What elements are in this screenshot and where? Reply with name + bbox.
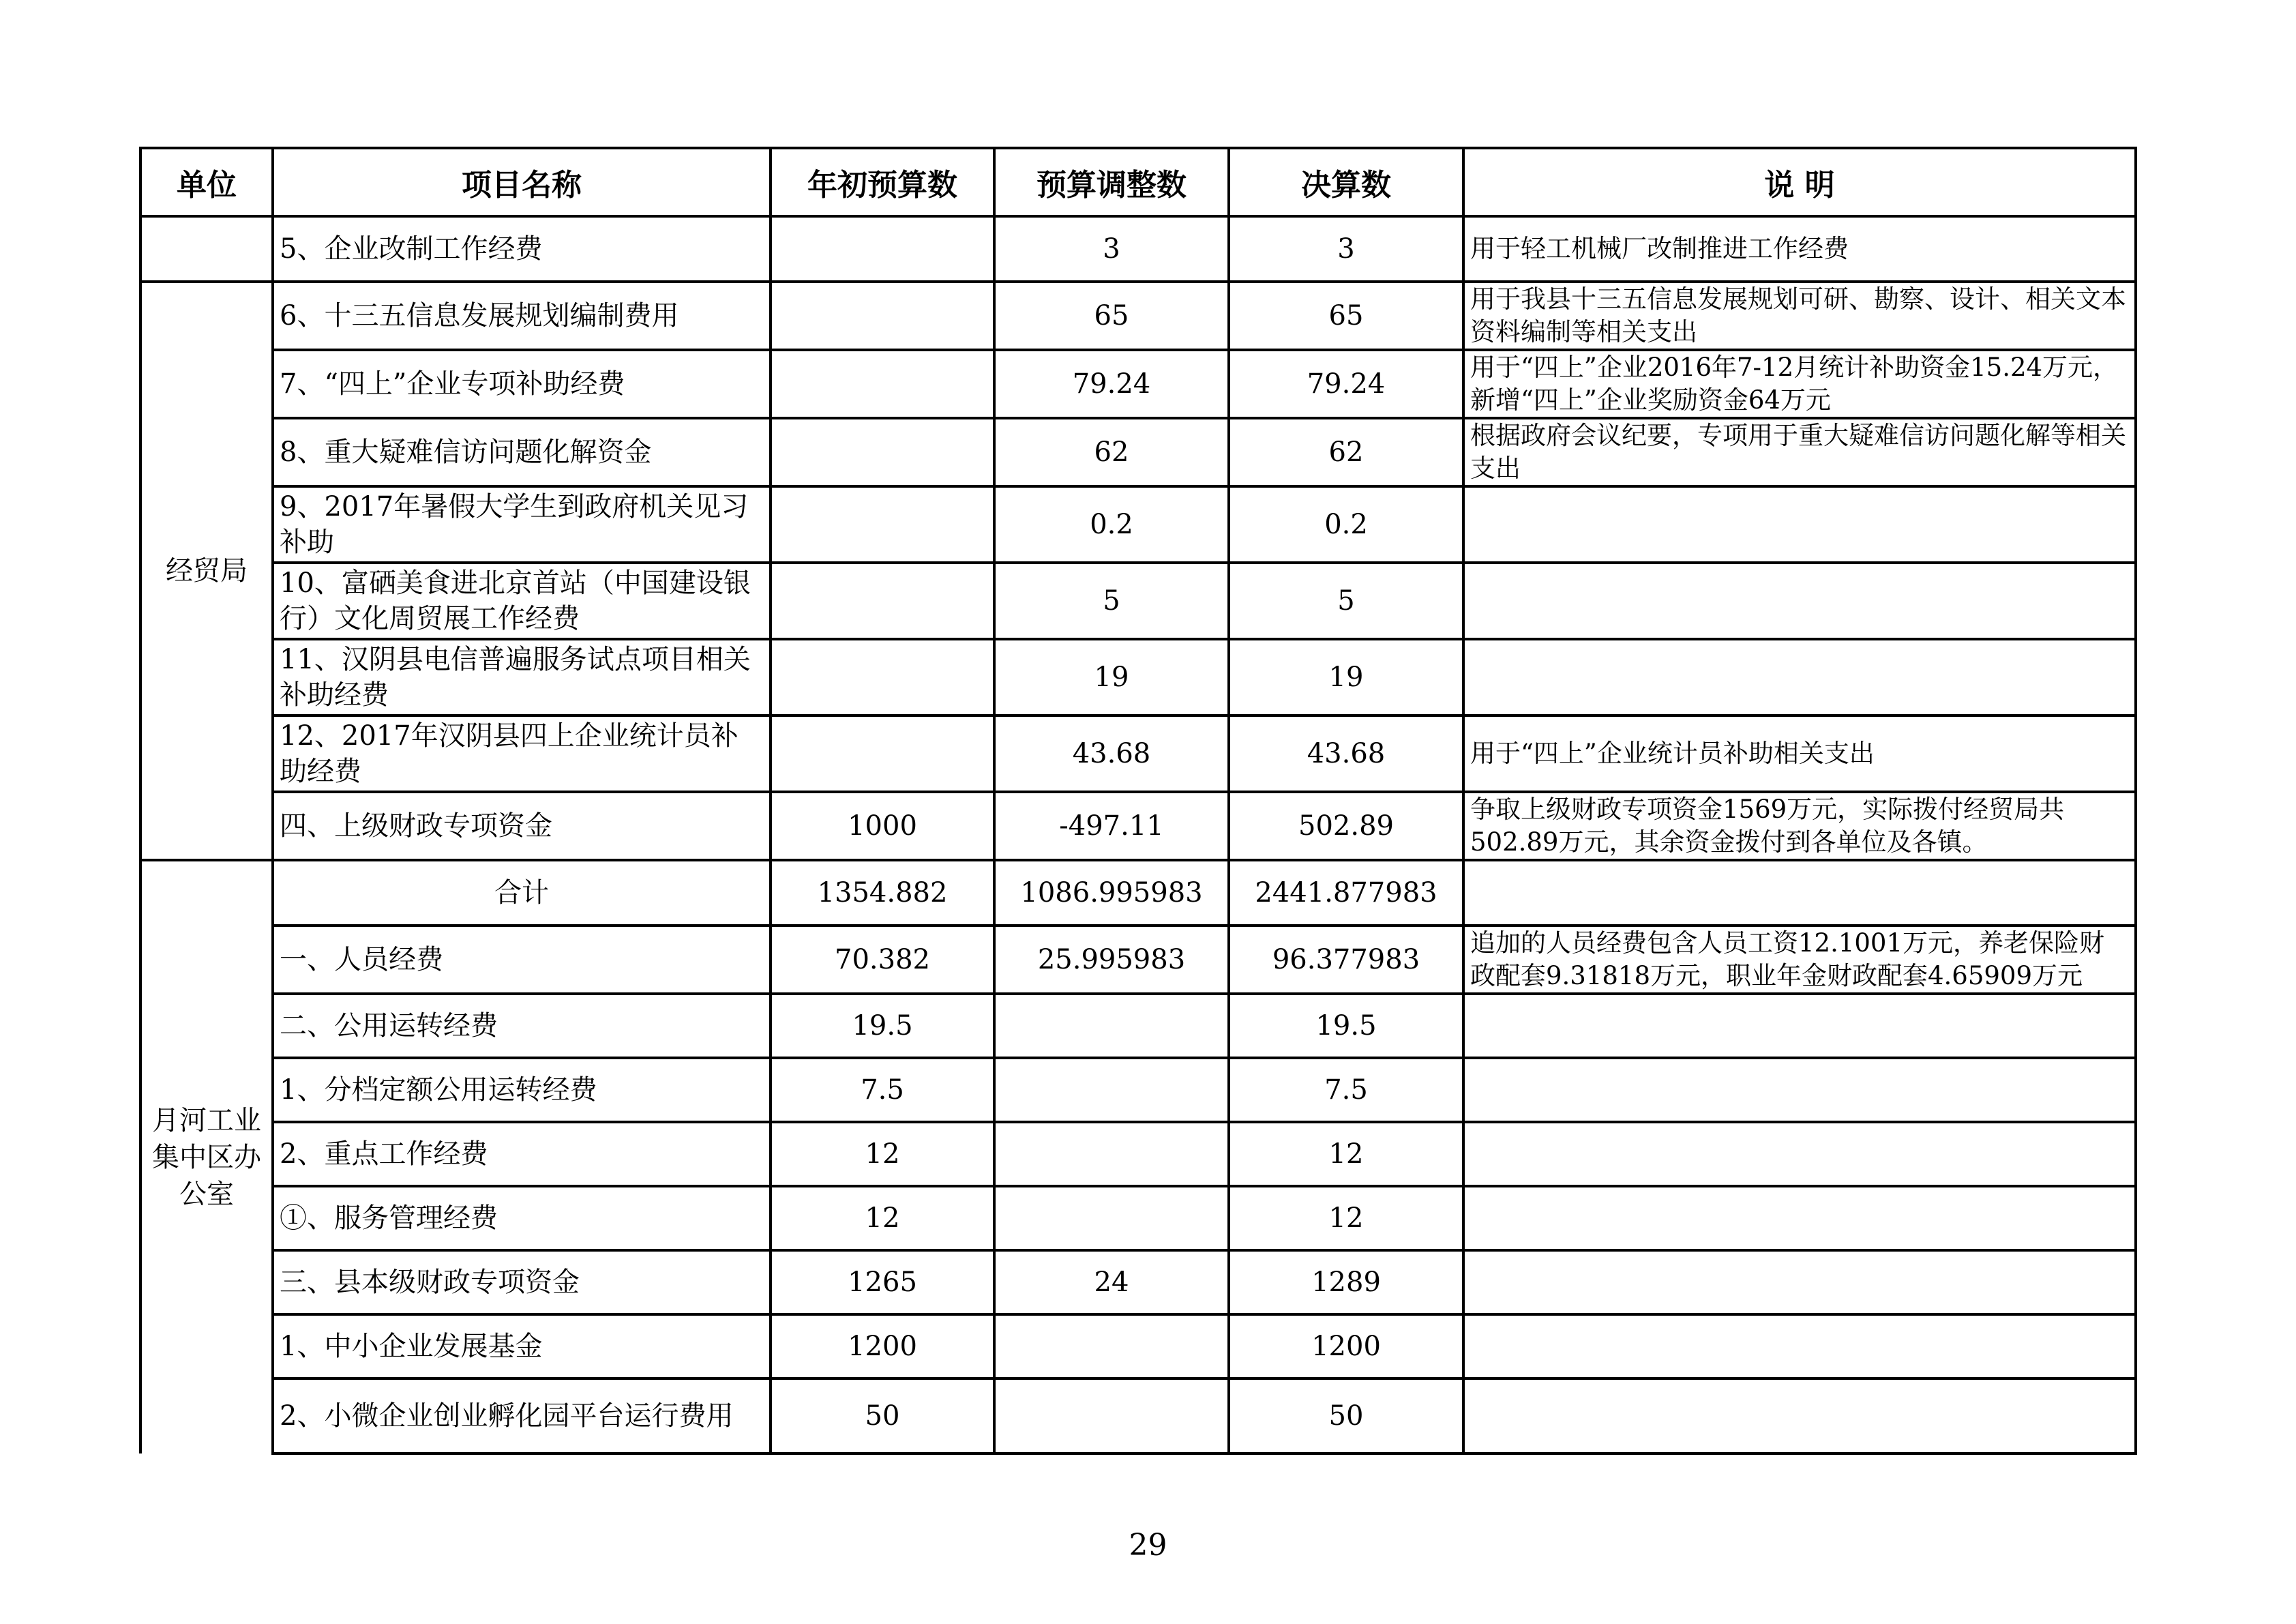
note <box>1463 486 2136 563</box>
table-row <box>140 792 2136 860</box>
item-name: 1、分档定额公用运转经费 <box>273 1058 771 1122</box>
table-row <box>140 860 2136 926</box>
budget-adjustment <box>994 1186 1229 1250</box>
table-row <box>140 639 2136 715</box>
final-amount: 65 <box>1229 282 1463 350</box>
note: 追加的人员经费包含人员工资12.1001万元，养老保险财政配套9.31818万元，职业年金财政配套4.65909万元 <box>1463 926 2136 994</box>
initial-budget: 1354.882 <box>771 860 994 926</box>
note <box>1463 563 2136 639</box>
item-name: 6、十三五信息发展规划编制费用 <box>273 282 771 350</box>
budget-adjustment: 25.995983 <box>994 926 1229 994</box>
initial-budget: 50 <box>771 1378 994 1453</box>
header-final: 决算数 <box>1229 148 1463 216</box>
final-amount: 50 <box>1229 1378 1463 1453</box>
table-row <box>140 994 2136 1058</box>
item-name: ①、服务管理经费 <box>273 1186 771 1250</box>
final-amount: 0.2 <box>1229 486 1463 563</box>
table-row <box>140 1186 2136 1250</box>
initial-budget: 19.5 <box>771 994 994 1058</box>
initial-budget <box>771 486 994 563</box>
unit-jingmaoju: 经贸局 <box>140 282 273 860</box>
note: 用于“四上”企业统计员补助相关支出 <box>1463 715 2136 792</box>
note: 争取上级财政专项资金1569万元，实际拨付经贸局共502.89万元，其余资金拨付到各单位及各镇。 <box>1463 792 2136 860</box>
budget-adjustment: 43.68 <box>994 715 1229 792</box>
final-amount: 1200 <box>1229 1314 1463 1378</box>
item-name: 12、2017年汉阴县四上企业统计员补助经费 <box>273 715 771 792</box>
final-amount: 3 <box>1229 216 1463 282</box>
final-amount: 79.24 <box>1229 350 1463 418</box>
final-amount: 2441.877983 <box>1229 860 1463 926</box>
final-amount: 12 <box>1229 1186 1463 1250</box>
final-amount: 96.377983 <box>1229 926 1463 994</box>
budget-adjustment <box>994 1122 1229 1186</box>
table-row <box>140 1314 2136 1378</box>
item-name: 8、重大疑难信访问题化解资金 <box>273 418 771 486</box>
item-name: 合计 <box>273 860 771 926</box>
table-row <box>140 216 2136 282</box>
final-amount: 12 <box>1229 1122 1463 1186</box>
initial-budget <box>771 350 994 418</box>
budget-adjustment: 3 <box>994 216 1229 282</box>
table-row <box>140 282 2136 350</box>
budget-adjustment <box>994 994 1229 1058</box>
table-row <box>140 1122 2136 1186</box>
budget-adjustment <box>994 1058 1229 1122</box>
budget-adjustment: 79.24 <box>994 350 1229 418</box>
final-amount: 43.68 <box>1229 715 1463 792</box>
budget-adjustment: 1086.995983 <box>994 860 1229 926</box>
note: 用于我县十三五信息发展规划可研、勘察、设计、相关文本资料编制等相关支出 <box>1463 282 2136 350</box>
initial-budget: 12 <box>771 1186 994 1250</box>
item-name: 5、企业改制工作经费 <box>273 216 771 282</box>
header-name: 项目名称 <box>273 148 771 216</box>
note <box>1463 994 2136 1058</box>
note <box>1463 1122 2136 1186</box>
initial-budget: 1265 <box>771 1250 994 1314</box>
initial-budget: 7.5 <box>771 1058 994 1122</box>
table-row <box>140 715 2136 792</box>
unit-yuehe: 月河工业集中区办公室 <box>140 860 273 1453</box>
item-name: 一、人员经费 <box>273 926 771 994</box>
initial-budget <box>771 216 994 282</box>
note <box>1463 1314 2136 1378</box>
header-initial: 年初预算数 <box>771 148 994 216</box>
table-row <box>140 486 2136 563</box>
budget-adjustment: 24 <box>994 1250 1229 1314</box>
page-number: 29 <box>1129 1528 1167 1563</box>
initial-budget: 1200 <box>771 1314 994 1378</box>
item-name: 9、2017年暑假大学生到政府机关见习补助 <box>273 486 771 563</box>
budget-table <box>139 147 2137 1455</box>
initial-budget <box>771 563 994 639</box>
initial-budget <box>771 715 994 792</box>
header-note: 说 明 <box>1463 148 2136 216</box>
item-name: 7、“四上”企业专项补助经费 <box>273 350 771 418</box>
table-row <box>140 1378 2136 1453</box>
note: 根据政府会议纪要，专项用于重大疑难信访问题化解等相关支出 <box>1463 418 2136 486</box>
budget-adjustment <box>994 1378 1229 1453</box>
note <box>1463 639 2136 715</box>
header-unit: 单位 <box>140 148 273 216</box>
table-row <box>140 418 2136 486</box>
item-name: 三、县本级财政专项资金 <box>273 1250 771 1314</box>
initial-budget <box>771 282 994 350</box>
budget-adjustment: 19 <box>994 639 1229 715</box>
item-name: 10、富硒美食进北京首站（中国建设银行）文化周贸展工作经费 <box>273 563 771 639</box>
budget-adjustment: 0.2 <box>994 486 1229 563</box>
note <box>1463 1378 2136 1453</box>
initial-budget: 70.382 <box>771 926 994 994</box>
budget-adjustment: 5 <box>994 563 1229 639</box>
item-name: 四、上级财政专项资金 <box>273 792 771 860</box>
final-amount: 1289 <box>1229 1250 1463 1314</box>
note <box>1463 1058 2136 1122</box>
final-amount: 502.89 <box>1229 792 1463 860</box>
note <box>1463 860 2136 926</box>
initial-budget <box>771 639 994 715</box>
table-row <box>140 563 2136 639</box>
table-row <box>140 350 2136 418</box>
initial-budget: 12 <box>771 1122 994 1186</box>
note: 用于轻工机械厂改制推进工作经费 <box>1463 216 2136 282</box>
budget-adjustment: -497.11 <box>994 792 1229 860</box>
budget-adjustment <box>994 1314 1229 1378</box>
item-name: 2、小微企业创业孵化园平台运行费用 <box>273 1378 771 1453</box>
budget-adjustment: 65 <box>994 282 1229 350</box>
note <box>1463 1250 2136 1314</box>
budget-adjustment: 62 <box>994 418 1229 486</box>
header-row <box>140 148 2136 216</box>
item-name: 二、公用运转经费 <box>273 994 771 1058</box>
final-amount: 19 <box>1229 639 1463 715</box>
unit-cell-empty <box>140 216 273 282</box>
item-name: 11、汉阴县电信普遍服务试点项目相关补助经费 <box>273 639 771 715</box>
table-row <box>140 926 2136 994</box>
final-amount: 7.5 <box>1229 1058 1463 1122</box>
header-adjust: 预算调整数 <box>994 148 1229 216</box>
initial-budget: 1000 <box>771 792 994 860</box>
final-amount: 62 <box>1229 418 1463 486</box>
item-name: 2、重点工作经费 <box>273 1122 771 1186</box>
final-amount: 5 <box>1229 563 1463 639</box>
note <box>1463 1186 2136 1250</box>
note: 用于“四上”企业2016年7-12月统计补助资金15.24万元，新增“四上”企业奖励资金64万元 <box>1463 350 2136 418</box>
initial-budget <box>771 418 994 486</box>
table-row <box>140 1058 2136 1122</box>
table-row <box>140 1250 2136 1314</box>
item-name: 1、中小企业发展基金 <box>273 1314 771 1378</box>
final-amount: 19.5 <box>1229 994 1463 1058</box>
